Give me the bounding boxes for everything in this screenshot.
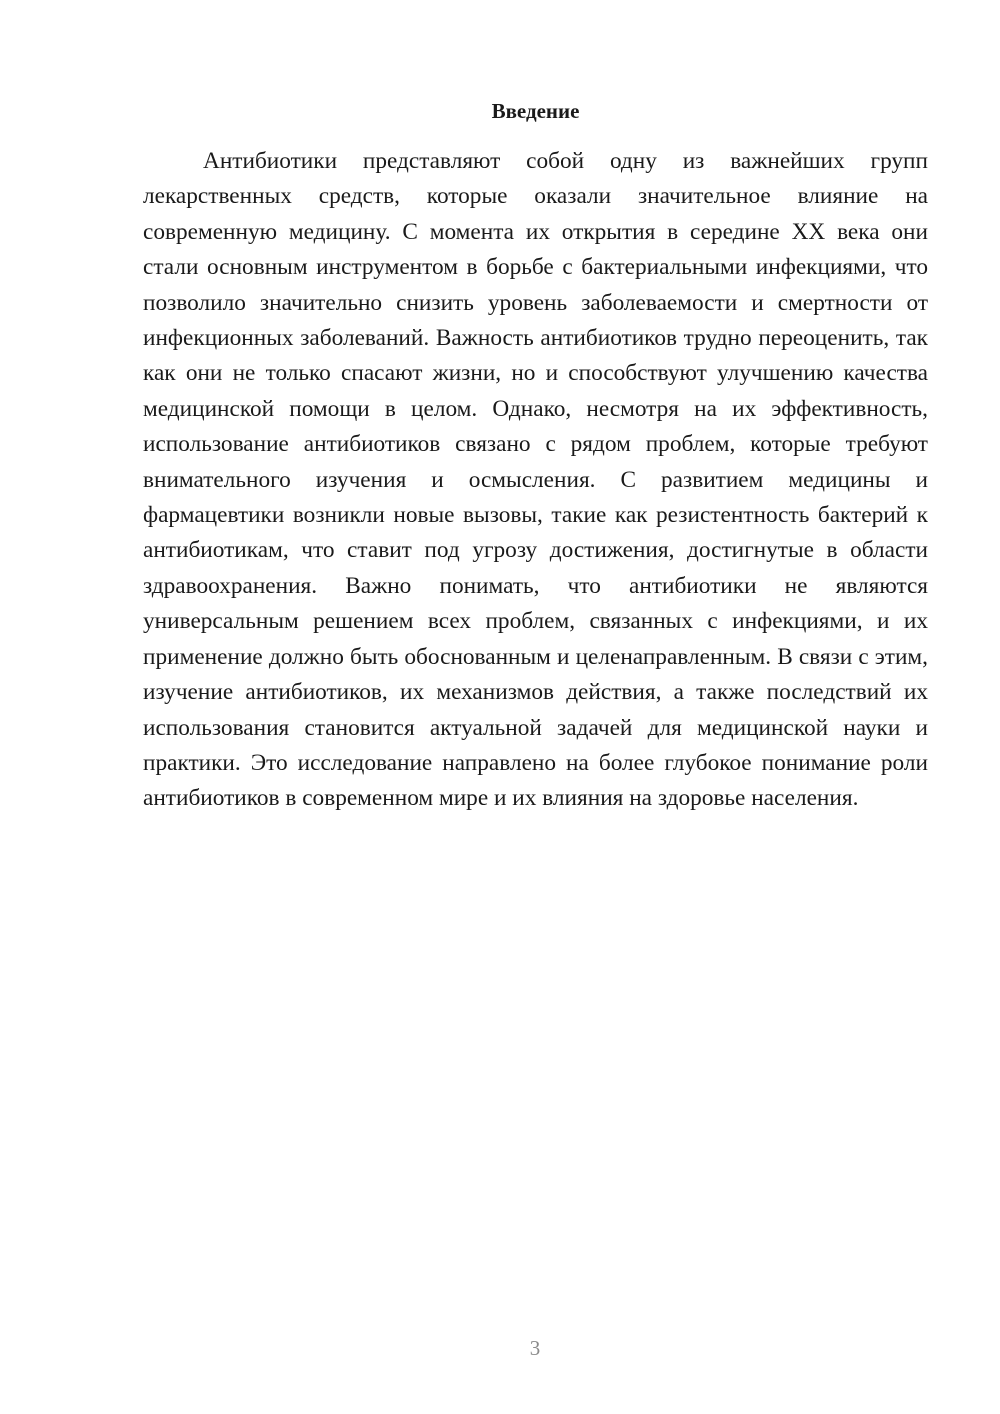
body-paragraph: Антибиотики представляют собой одну из важнейших групп лекарственных средств, которые оказали значительное влияние на современную медицину. С момента их открытия в середине XX века они стали основным инструментом в борьбе с бактериальными инфекциями, что позволило значительно снизить уровень заболеваемости и смертности от инфекционных заболеваний. Важность антибиотиков трудно переоценить, так как они не только спасают жизни, но и способствуют улучшению качества медицинской помощи в целом. Однако, несмотря на их эффективность, использование антибиотиков связано с рядом проблем, которые требуют внимательного изучения и осмысления. С развитием медицины и фармацевтики возникли новые вызовы, такие как резистентность бактерий к антибиотикам, что ставит под угрозу достижения, достигнутые в области здравоохранения. Важно понимать, что антибиотики не являются универсальным решением всех проблем, связанных с инфекциями, и их применение должно быть обоснованным и целенаправленным. В связи с этим, изучение антибиотиков, их механизмов действия, а также последствий их использования становится актуальной задачей для медицинской науки и практики. Это исследование направлено на более глубокое понимание роли антибиотиков в современном мире и их влияния на здоровье населения. bbox=[143, 148, 928, 812]
section-heading: Введение bbox=[491, 99, 580, 123]
page-number: 3 bbox=[529, 1336, 541, 1360]
